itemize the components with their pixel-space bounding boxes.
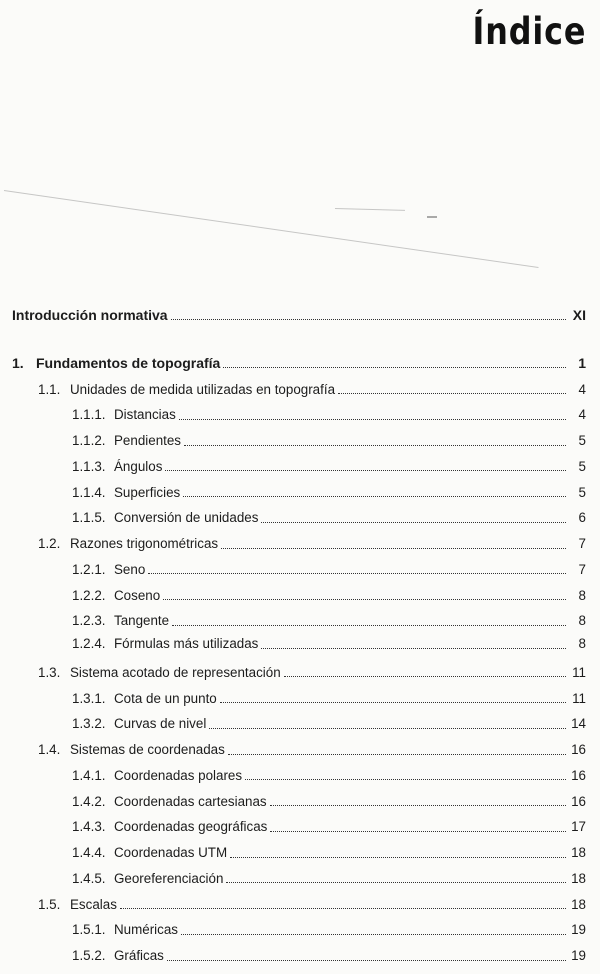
dot-leader [284,676,566,677]
toc-entry-title: Razones trigonométricas [70,536,219,552]
dot-leader [230,857,566,858]
dot-leader [209,728,566,729]
toc-entry-page: 5 [578,433,586,449]
dot-leader [148,573,566,574]
toc-entry-title: Coordenadas polares [114,767,243,783]
toc-entry-title: Introducción normativa [12,307,168,323]
toc-entry-title: Coordenadas UTM [114,845,228,861]
dot-leader [181,934,566,935]
toc-entry-title: Superficies [114,484,181,500]
toc-entry-title: Coordenadas cartesianas [114,793,267,809]
toc-entry[interactable] [0,582,600,602]
toc-entry-title: Escalas [70,896,117,912]
dot-leader [338,393,566,394]
toc-entry-page: 8 [578,636,586,651]
toc-entry-number: 1.4.2. [72,793,106,809]
toc-entry-number: 1.1.2. [72,433,106,449]
toc-entry-page: 14 [571,716,586,732]
toc-entry-page: XI [572,307,586,323]
dot-leader [184,445,566,446]
toc-entry-title: Pendientes [114,433,182,449]
toc-entry[interactable] [0,428,600,448]
toc-entry-number: 1.4. [38,742,61,758]
toc-entry-page: 7 [578,561,586,577]
dot-leader [270,831,566,832]
toc-entry[interactable] [0,788,600,808]
toc-entry[interactable] [0,891,600,911]
dot-leader [165,470,566,471]
toc-entry-page: 1 [578,355,586,371]
toc-entry-title: Fórmulas más utilizadas [114,636,259,651]
toc-entry[interactable] [0,479,600,499]
toc-entry-page: 6 [578,510,586,526]
toc-entry-page: 17 [571,819,586,835]
toc-entry-number: 1.4.5. [72,870,106,886]
dot-leader [261,648,566,649]
toc-entry[interactable] [0,737,600,757]
toc-entry[interactable] [0,917,600,937]
toc-entry-page: 18 [571,896,586,912]
toc-entry-number: 1.2.2. [72,587,106,603]
toc-entry-page: 5 [578,458,586,474]
toc-entry[interactable] [0,634,600,651]
dot-leader [183,496,566,497]
toc-entry[interactable] [0,711,600,731]
toc-entry-page: 16 [571,742,586,758]
scan-artifact-mark [427,216,437,218]
toc-entry[interactable] [0,453,600,473]
toc-entry[interactable] [0,659,600,679]
dot-leader [226,882,566,883]
dot-leader [228,754,566,755]
toc-entry-number: 1.1.4. [72,484,106,500]
dot-leader [163,599,566,600]
dot-leader [167,960,566,961]
toc-entry[interactable] [0,531,600,551]
toc-entry-number: 1.5.1. [72,922,106,938]
dot-leader [245,779,566,780]
toc-entry-number: 1.5. [38,896,61,912]
toc-entry-title: Cota de un punto [114,690,217,706]
dot-leader [120,908,566,909]
toc-entry-number: 1.4.4. [72,845,106,861]
toc-entry-number: 1.3. [38,664,61,680]
dot-leader [172,625,566,626]
toc-entry-title: Distancias [114,407,176,423]
dot-leader [221,548,566,549]
toc-entry-title: Curvas de nivel [114,716,207,732]
dot-leader [179,419,566,420]
toc-entry-intro[interactable] [0,302,600,322]
toc-entry-page: 16 [571,793,586,809]
toc-entry-page: 11 [572,664,586,680]
toc-entry-title: Ángulos [114,458,163,474]
toc-entry-page: 5 [578,484,586,500]
toc-entry-number: 1.4.1. [72,767,106,783]
toc-entry-page: 7 [578,536,586,552]
toc-entry-title: Coordenadas geográficas [114,819,268,835]
toc-entry-page: 8 [578,613,586,629]
toc-entry[interactable] [0,814,600,834]
toc-entry-page: 18 [571,845,586,861]
toc-entry-number: 1.3.1. [72,690,106,706]
toc-entry-number: 1.1. [38,381,61,397]
toc-entry-number: 1.2. [38,536,61,552]
toc-entry-page: 19 [571,922,586,938]
dot-leader [261,522,566,523]
toc-entry-title: Unidades de medida utilizadas en topografía [70,381,336,397]
toc-entry-number: 1.5.2. [72,948,106,964]
toc-entry-title: Coseno [114,587,161,603]
dot-leader [171,319,566,320]
scan-artifact-line [4,190,539,268]
toc-entry-page: 16 [571,767,586,783]
page-heading: Índice [472,10,586,53]
toc-entry-page: 4 [578,381,586,397]
dot-leader [220,702,566,703]
toc-entry[interactable] [0,505,600,525]
toc-entry-number: 1.1.3. [72,458,106,474]
toc-entry-title: Sistemas de coordenadas [70,742,225,758]
toc-entry-number: 1.4.3. [72,819,106,835]
toc-entry[interactable] [0,608,600,628]
toc-entry-number: 1.2.4. [72,636,106,651]
scan-artifact-line [335,208,405,211]
toc-entry-title: Numéricas [114,922,178,938]
toc-entry-title: Georeferenciación [114,870,224,886]
dot-leader [270,805,566,806]
toc-entry-number: 1. [12,355,24,371]
dot-leader [223,367,566,368]
toc-entry-title: Gráficas [114,948,164,964]
toc-entry-number: 1.1.5. [72,510,106,526]
toc-entry[interactable] [0,402,600,422]
toc-entry[interactable] [0,865,600,885]
toc-entry-number: 1.3.2. [72,716,106,732]
toc-entry-title: Sistema acotado de representación [70,664,281,680]
toc-entry[interactable] [0,556,600,576]
toc-entry-page: 11 [572,690,586,706]
toc-entry-chapter[interactable] [0,350,600,370]
toc-entry-page: 4 [578,407,586,423]
toc-entry[interactable] [0,376,600,396]
toc-entry[interactable] [0,762,600,782]
toc-entry[interactable] [0,840,600,860]
toc-entry-number: 1.2.3. [72,613,106,629]
toc-entry-page: 18 [571,870,586,886]
toc-entry[interactable] [0,943,600,963]
toc-entry-title: Fundamentos de topografía [36,355,221,371]
toc-entry-title: Seno [114,561,146,577]
toc-entry-number: 1.2.1. [72,561,106,577]
toc-entry-page: 19 [571,948,586,964]
toc-entry-number: 1.1.1. [72,407,106,423]
toc-entry-title: Tangente [114,613,170,629]
toc-entry[interactable] [0,685,600,705]
toc-entry-title: Conversión de unidades [114,510,259,526]
toc-entry-page: 8 [578,587,586,603]
